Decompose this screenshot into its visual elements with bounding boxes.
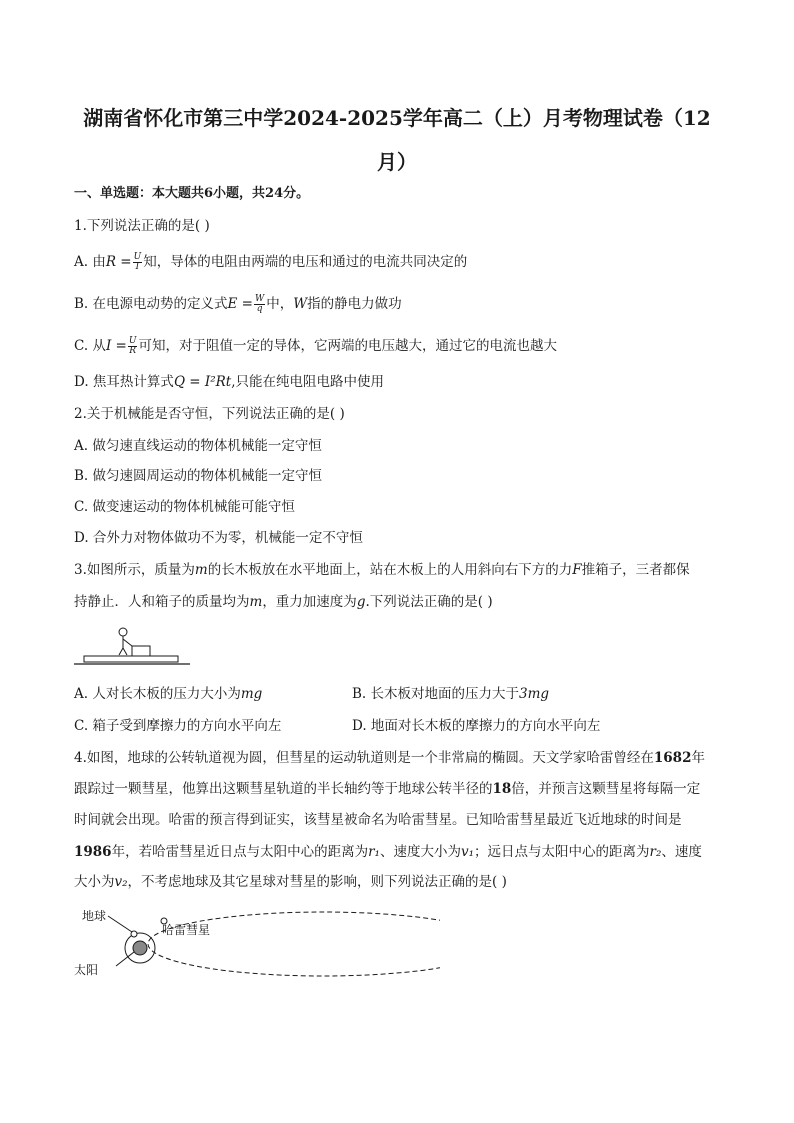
q4-l1b: 年 bbox=[691, 750, 705, 766]
q1-b-mid: 中， bbox=[266, 296, 294, 312]
q1-b-formula: E = bbox=[227, 296, 253, 312]
q4-line-5 bbox=[74, 872, 507, 892]
q4-line-1 bbox=[74, 748, 705, 768]
q4-l4b: 、速度大小为 bbox=[379, 844, 461, 860]
q3-s2a: 持静止．人和箱子的质量均为 bbox=[74, 594, 250, 610]
q4-l5-v2: v₂ bbox=[114, 874, 128, 890]
q1-c-formula: I = bbox=[105, 338, 127, 354]
q4-l1-year: 1682 bbox=[653, 750, 692, 766]
q3-a-text: A. 人对长木板的压力大小为 bbox=[74, 686, 241, 702]
earth-pointer bbox=[108, 916, 132, 932]
q3-figure bbox=[74, 622, 194, 670]
q4-l4d: 、速度 bbox=[661, 844, 702, 860]
q4-line-2 bbox=[74, 779, 700, 799]
exam-title bbox=[60, 96, 734, 184]
section-heading: 一、单选题：本大题共6小题，共24分。 bbox=[74, 186, 310, 201]
q1-d-prefix: D. 焦耳热计算式 bbox=[74, 374, 174, 390]
q3-s2c: .下列说法正确的是( ) bbox=[365, 594, 493, 610]
q4-l2a: 跟踪过一颗彗星，他算出这颗彗星轨道的半长轴约等于地球公转半径的 bbox=[74, 781, 493, 797]
q3-s1m: m bbox=[194, 562, 208, 578]
q3-s2g: g bbox=[356, 594, 366, 610]
q1-b-fraction bbox=[254, 295, 265, 314]
q1-option-a bbox=[74, 252, 467, 272]
comet-orbit bbox=[148, 912, 440, 976]
q1-b-text: 指的静电力做功 bbox=[307, 296, 402, 312]
q4-l1a: 4.如图，地球的公转轨道视为圆，但彗星的运动轨道则是一个非常扁的椭圆。天文学家哈雷曾经在 bbox=[74, 750, 654, 766]
q2-option-b: B. 做匀速圆周运动的物体机械能一定守恒 bbox=[74, 468, 323, 484]
q1-c-fraction bbox=[128, 337, 138, 356]
q4-l4-r1: r₁ bbox=[368, 844, 380, 860]
q3-s2m: m bbox=[249, 594, 263, 610]
q3-stem-line-1 bbox=[74, 560, 690, 580]
q3-option-b bbox=[352, 684, 549, 704]
q1-option-d bbox=[74, 372, 384, 392]
q3-b-text: B. 长木板对地面的压力大于 bbox=[352, 686, 520, 702]
q4-line-3: 时间就会出现。哈雷的预言得到证实，该彗星被命名为哈雷彗星。已知哈雷彗星最近飞近地球的时间是 bbox=[74, 812, 682, 828]
q3-s1b: 的长木板放在水平地面上，站在木板上的人用斜向右下方的力 bbox=[207, 562, 573, 578]
q1-a-formula: R = bbox=[105, 254, 132, 270]
box-shape bbox=[132, 646, 150, 656]
q3-option-d: D. 地面对长木板的摩擦力的方向水平向左 bbox=[352, 718, 601, 734]
earth-label: 地球 bbox=[82, 909, 107, 923]
q3-s1c: 推箱子，三者都保 bbox=[581, 562, 690, 578]
q3-b-value: 3mg bbox=[519, 686, 550, 702]
sun-pointer bbox=[116, 952, 134, 966]
person-icon bbox=[119, 628, 132, 655]
q1-b-denominator: q bbox=[256, 304, 263, 314]
sun-icon bbox=[133, 941, 147, 955]
q3-option-c: C. 箱子受到摩擦力的方向水平向左 bbox=[74, 718, 282, 734]
title-line-1: 湖南省怀化市第三中学2024-2025学年高二（上）月考物理试卷（12 bbox=[83, 106, 711, 130]
q2-option-c: C. 做变速运动的物体机械能可能守恒 bbox=[74, 499, 295, 515]
q2-option-a: A. 做匀速直线运动的物体机械能一定守恒 bbox=[74, 438, 322, 454]
q3-s1F: F bbox=[572, 562, 582, 578]
q4-l4-year: 1986 bbox=[74, 844, 112, 860]
q1-c-numerator: U bbox=[128, 336, 137, 346]
q4-l5b: ，不考虑地球及其它星球对彗星的影响，则下列说法正确的是( ) bbox=[127, 874, 507, 890]
q1-b-var: W bbox=[293, 296, 308, 312]
q3-s2b: ，重力加速度为 bbox=[262, 594, 357, 610]
q2-option-d: D. 合外力对物体做功不为零，机械能一定不守恒 bbox=[74, 530, 363, 546]
q3-stem-line-2 bbox=[74, 592, 493, 612]
q1-c-prefix: C. 从 bbox=[74, 338, 106, 354]
q1-d-text: ,只能在纯电阻电路中使用 bbox=[231, 374, 385, 390]
q4-line-4 bbox=[74, 842, 702, 862]
q4-l4c: ；远日点与太阳中心的距离为 bbox=[474, 844, 650, 860]
q1-b-numerator: W bbox=[254, 294, 265, 304]
q3-a-value: mg bbox=[240, 686, 263, 702]
q4-l4a: 年，若哈雷彗星近日点与太阳中心的距离为 bbox=[111, 844, 369, 860]
title-line-2: 月） bbox=[377, 150, 417, 174]
q2-stem: 2.关于机械能是否守恒，下列说法正确的是( ) bbox=[74, 406, 345, 422]
sun-label: 太阳 bbox=[74, 963, 99, 977]
q4-orbit-figure bbox=[70, 900, 440, 990]
q1-a-denominator: I bbox=[135, 262, 140, 272]
q1-c-text: 可知，对于阻值一定的导体，它两端的电压越大，通过它的电流也越大 bbox=[138, 338, 557, 354]
q4-l5a: 大小为 bbox=[74, 874, 115, 890]
q1-c-denominator: R bbox=[129, 346, 137, 356]
q1-stem: 1.下列说法正确的是( ) bbox=[74, 218, 210, 234]
board-shape bbox=[84, 656, 178, 662]
q1-a-numerator: U bbox=[133, 252, 142, 262]
q3-s1a: 3.如图所示，质量为 bbox=[74, 562, 195, 578]
q4-l2b: 倍，并预言这颗彗星将每隔一定 bbox=[511, 781, 701, 797]
q1-a-fraction bbox=[133, 253, 143, 272]
q1-a-prefix: A. 由 bbox=[74, 254, 106, 270]
q1-option-b bbox=[74, 294, 402, 314]
q4-l4-r2: r₂ bbox=[649, 844, 662, 860]
q1-a-text: 知，导体的电阻由两端的电压和通过的电流共同决定的 bbox=[143, 254, 468, 270]
q4-l4-v1: v₁ bbox=[460, 844, 474, 860]
q1-b-prefix: B. 在电源电动势的定义式 bbox=[74, 296, 228, 312]
q3-option-a bbox=[74, 684, 262, 704]
q1-option-c bbox=[74, 336, 557, 356]
comet-label: 哈雷彗星 bbox=[162, 923, 211, 937]
q4-l2-num: 18 bbox=[492, 781, 512, 797]
q1-d-formula: Q = I²Rt bbox=[173, 374, 232, 390]
